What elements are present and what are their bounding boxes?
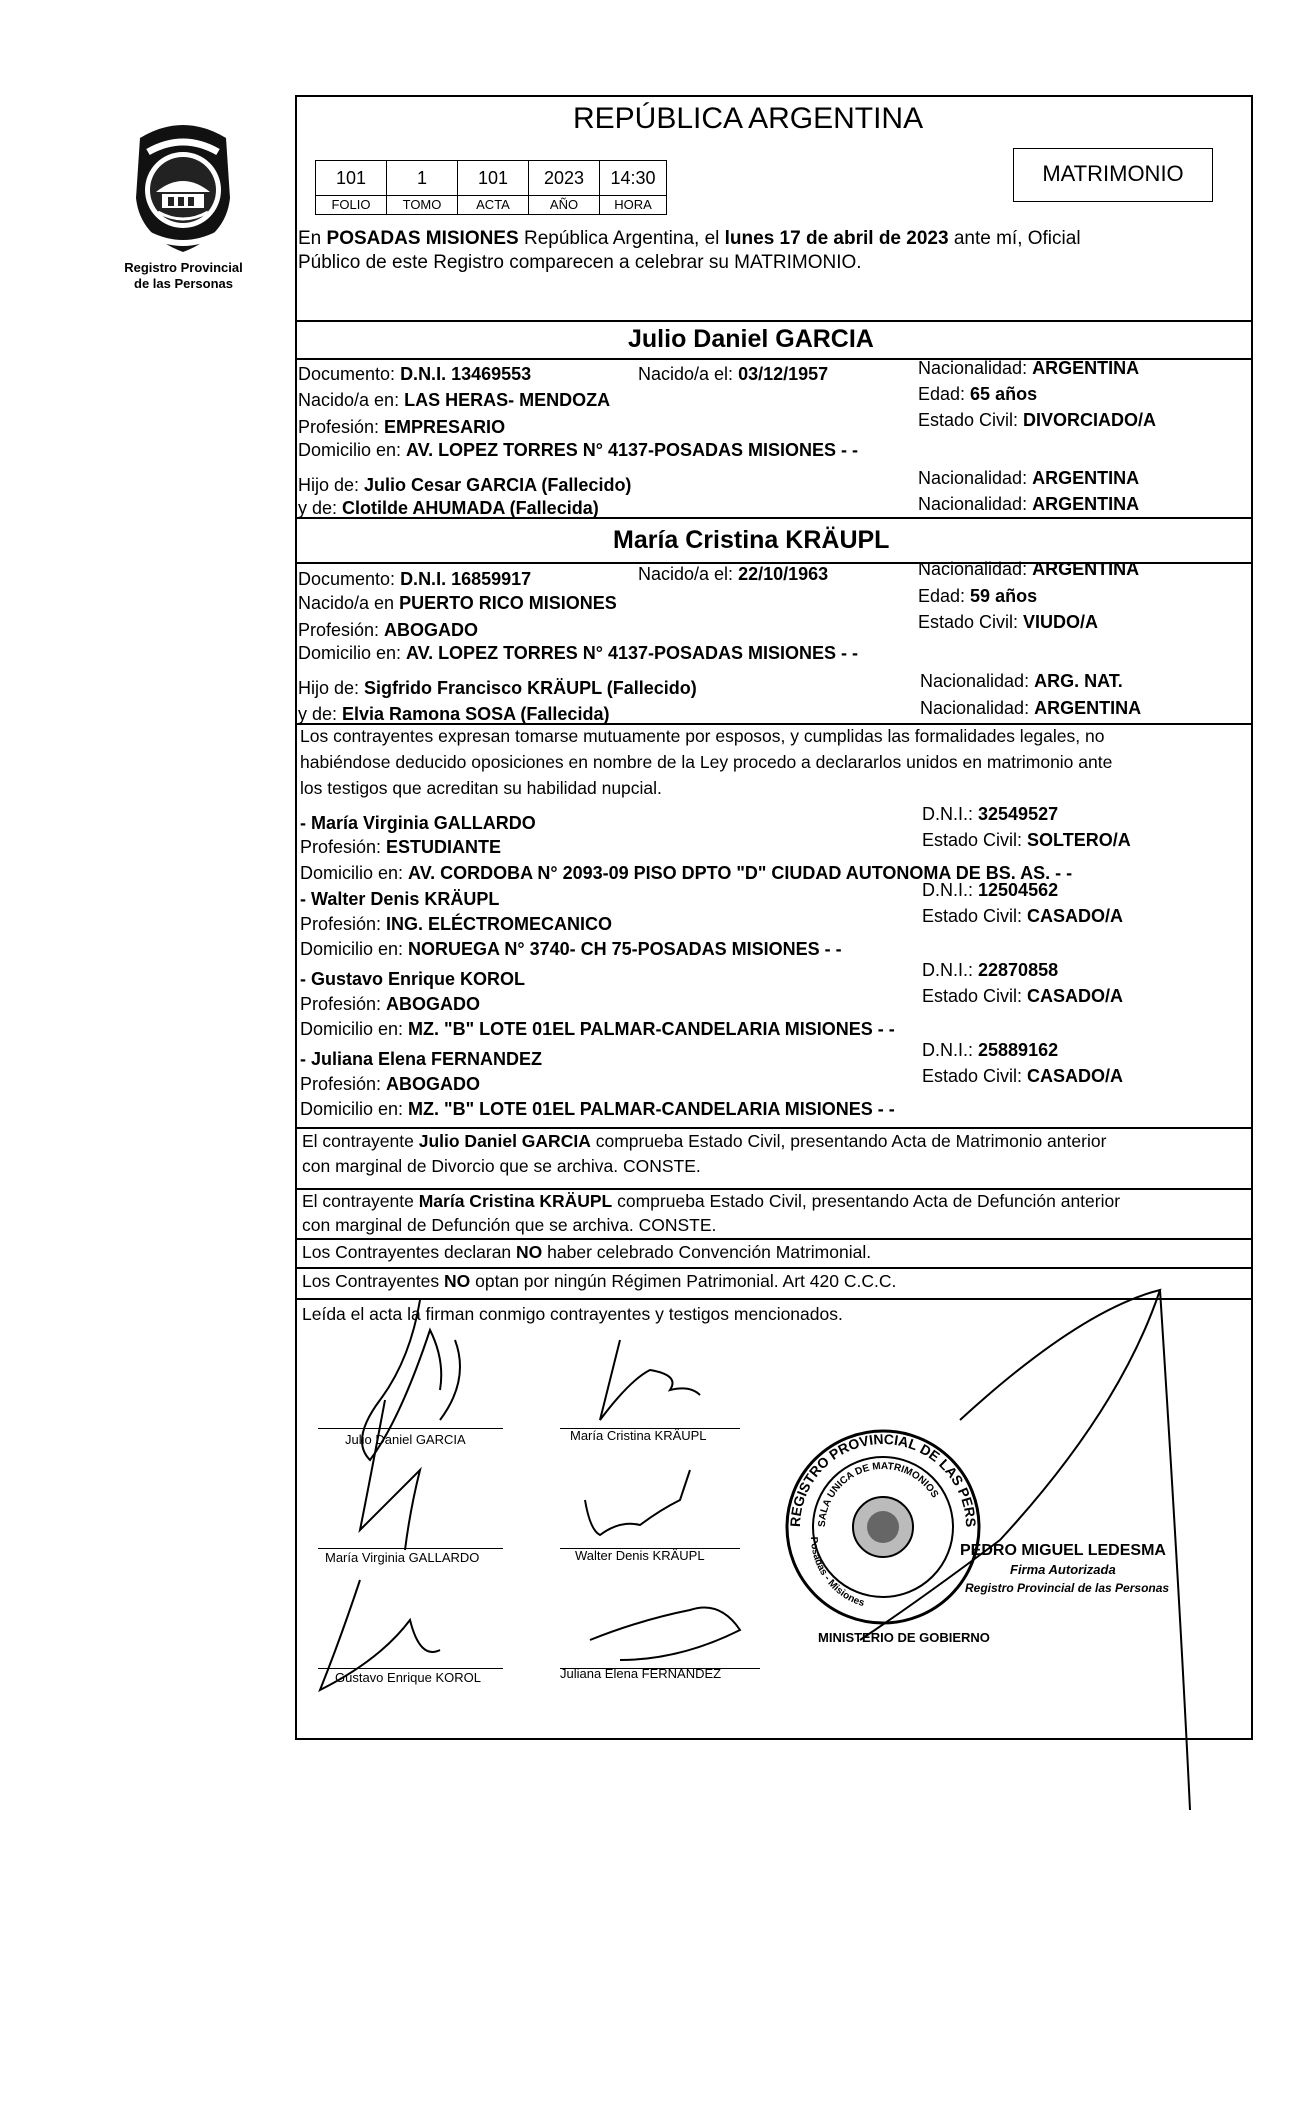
spouse2-mother: y de: Elvia Ramona SOSA (Fallecida) xyxy=(298,704,610,724)
witness3-prof: Profesión: ABOGADO xyxy=(300,994,481,1014)
note2-line2: con marginal de Defunción que se archiva. CONSTE. xyxy=(302,1215,717,1235)
officer-name: PEDRO MIGUEL LEDESMA xyxy=(960,1542,1166,1559)
spouse2-father: Hijo de: Sigfrido Francisco KRÄUPL (Fallecido) xyxy=(298,678,697,698)
spouse1-nat: Nacionalidad: ARGENTINA xyxy=(918,358,1140,378)
doc-type-box: MATRIMONIO xyxy=(1013,148,1213,202)
spouse2-civil: Estado Civil: VIUDO/A xyxy=(918,612,1099,632)
page-title: REPÚBLICA ARGENTINA xyxy=(573,102,924,135)
witness3-civil: Estado Civil: CASADO/A xyxy=(922,986,1124,1006)
witness2-address: Domicilio en: NORUEGA N° 3740- CH 75-POSADAS MISIONES - - xyxy=(300,939,842,959)
spouse2-doc: Documento: D.N.I. 16859917 xyxy=(298,569,532,589)
intro-text: En xyxy=(298,228,327,249)
signature-caption-5: Gustavo Enrique KOROL xyxy=(335,1670,481,1685)
spouse1-prof: Profesión: EMPRESARIO xyxy=(298,417,506,437)
signature-caption-4: Walter Denis KRÄUPL xyxy=(575,1548,705,1563)
spouse1-father: Hijo de: Julio Cesar GARCIA (Fallecido) xyxy=(298,475,632,495)
officer-registry: Registro Provincial de las Personas xyxy=(965,1581,1170,1595)
spouse2-born: Nacido/a el: 22/10/1963 xyxy=(638,564,829,584)
spouse2-name: María Cristina KRÄUPL xyxy=(613,526,890,554)
signature-caption-2: María Cristina KRÄUPL xyxy=(570,1428,707,1443)
witness1-address: Domicilio en: AV. CORDOBA N° 2093-09 PISO DPTO "D" CIUDAD AUTONOMA DE BS. AS. - - xyxy=(300,863,1073,883)
spouse2-father-nat: Nacionalidad: ARG. NAT. xyxy=(920,671,1123,691)
witness1-civil: Estado Civil: SOLTERO/A xyxy=(922,830,1131,850)
spouse1-place: Nacido/a en: LAS HERAS- MENDOZA xyxy=(298,390,611,410)
witness2-civil: Estado Civil: CASADO/A xyxy=(922,906,1124,926)
stamp-bottom-text: MINISTERIO DE GOBIERNO xyxy=(818,1630,990,1645)
acta-label: ACTA xyxy=(457,195,529,215)
signature-caption-1: Julio Daniel GARCIA xyxy=(345,1432,466,1447)
logo-caption-1: Registro Provincial xyxy=(124,260,243,275)
spouse1-mother-nat: Nacionalidad: ARGENTINA xyxy=(918,494,1140,514)
tomo-value: 1 xyxy=(386,160,458,196)
hour-label: HORA xyxy=(599,195,667,215)
intro-date: lunes 17 de abril de 2023 xyxy=(724,228,949,249)
spouse2-prof: Profesión: ABOGADO xyxy=(298,620,479,640)
year-label: AÑO xyxy=(528,195,600,215)
intro-line-2: Público de este Registro comparecen a celebrar su MATRIMONIO. xyxy=(298,252,862,273)
witness4-dni: D.N.I.: 25889162 xyxy=(922,1040,1059,1060)
year-value: 2023 xyxy=(528,160,600,196)
spouse1-father-nat: Nacionalidad: ARGENTINA xyxy=(918,468,1140,488)
witness1-prof: Profesión: ESTUDIANTE xyxy=(300,837,502,857)
witness3-name: - Gustavo Enrique KOROL xyxy=(300,969,526,989)
witness2-prof: Profesión: ING. ELÉCTROMECANICO xyxy=(300,914,613,934)
tomo-label: TOMO xyxy=(386,195,458,215)
spouse2-place: Nacido/a en PUERTO RICO MISIONES xyxy=(298,593,617,613)
hour-value: 14:30 xyxy=(599,160,667,196)
folio-value: 101 xyxy=(315,160,387,196)
note1-line1: El contrayente Julio Daniel GARCIA comprueba Estado Civil, presentando Acta de Matrimonio anterior xyxy=(302,1131,1107,1151)
note1-line2: con marginal de Divorcio que se archiva. CONSTE. xyxy=(302,1156,701,1176)
witness2-dni: D.N.I.: 12504562 xyxy=(922,880,1059,900)
witness2-name: - Walter Denis KRÄUPL xyxy=(300,889,500,909)
spouse1-civil: Estado Civil: DIVORCIADO/A xyxy=(918,410,1157,430)
witness4-name: - Juliana Elena FERNANDEZ xyxy=(300,1049,543,1069)
signature-caption-6: Juliana Elena FERNANDEZ xyxy=(560,1666,722,1681)
witness1-dni: D.N.I.: 32549527 xyxy=(922,804,1059,824)
spouse2-nat: Nacionalidad: ARGENTINA xyxy=(918,559,1140,579)
folio-label: FOLIO xyxy=(315,195,387,215)
witness1-name: - María Virginia GALLARDO xyxy=(300,813,536,833)
spouse1-name: Julio Daniel GARCIA xyxy=(628,325,874,353)
witness3-address: Domicilio en: MZ. "B" LOTE 01EL PALMAR-CANDELARIA MISIONES - - xyxy=(300,1019,895,1039)
stamp-inner-text: SALA UNICA DE MATRIMONIOS xyxy=(816,1460,941,1528)
witness3-dni: D.N.I.: 22870858 xyxy=(922,960,1059,980)
acta-value: 101 xyxy=(457,160,529,196)
stamp-outer-text: REGISTRO PROVINCIAL DE LAS PERS xyxy=(786,1430,980,1528)
witness4-address: Domicilio en: MZ. "B" LOTE 01EL PALMAR-CANDELARIA MISIONES - - xyxy=(300,1099,895,1119)
spouse2-mother-nat: Nacionalidad: ARGENTINA xyxy=(920,698,1142,718)
official-stamp xyxy=(783,1427,983,1627)
intro-place: POSADAS MISIONES xyxy=(326,228,519,249)
witness4-prof: Profesión: ABOGADO xyxy=(300,1074,481,1094)
declaration-line-3: los testigos que acreditan su habilidad nupcial. xyxy=(300,778,662,798)
note5: Leída el acta la firman conmigo contrayentes y testigos mencionados. xyxy=(302,1304,843,1324)
stamp-seal-icon xyxy=(783,1427,983,1627)
declaration-line-2: habiéndose deducido oposiciones en nombre de la Ley procedo a declararlos unidos en matrimonio ante xyxy=(300,752,1113,772)
intro-text: ante mí, Oficial xyxy=(948,228,1081,249)
note2-line1: El contrayente María Cristina KRÄUPL comprueba Estado Civil, presentando Acta de Defunción anterior xyxy=(302,1191,1121,1211)
witness4-civil: Estado Civil: CASADO/A xyxy=(922,1066,1124,1086)
spouse1-age: Edad: 65 años xyxy=(918,384,1038,404)
signature-caption-3: María Virginia GALLARDO xyxy=(325,1550,480,1565)
spouse1-doc: Documento: D.N.I. 13469553 xyxy=(298,364,532,384)
note3: Los Contrayentes declaran NO haber celebrado Convención Matrimonial. xyxy=(302,1242,872,1262)
declaration-line-1: Los contrayentes expresan tomarse mutuamente por esposos, y cumplidas las formalidades legales, no xyxy=(300,726,1105,746)
officer-title: Firma Autorizada xyxy=(1010,1562,1116,1577)
spouse1-address: Domicilio en: AV. LOPEZ TORRES N° 4137-POSADAS MISIONES - - xyxy=(298,440,859,460)
intro-text: República Argentina, el xyxy=(518,228,725,249)
spouse2-address: Domicilio en: AV. LOPEZ TORRES N° 4137-POSADAS MISIONES - - xyxy=(298,643,859,663)
spouse2-age: Edad: 59 años xyxy=(918,586,1038,606)
stamp-city-text: Posadas - Misiones xyxy=(807,1536,866,1610)
note4: Los Contrayentes NO optan por ningún Régimen Patrimonial. Art 420 C.C.C. xyxy=(302,1271,897,1291)
logo-caption-2: de las Personas xyxy=(134,276,233,291)
spouse1-born: Nacido/a el: 03/12/1957 xyxy=(638,364,829,384)
spouse1-mother: y de: Clotilde AHUMADA (Fallecida) xyxy=(298,498,599,518)
